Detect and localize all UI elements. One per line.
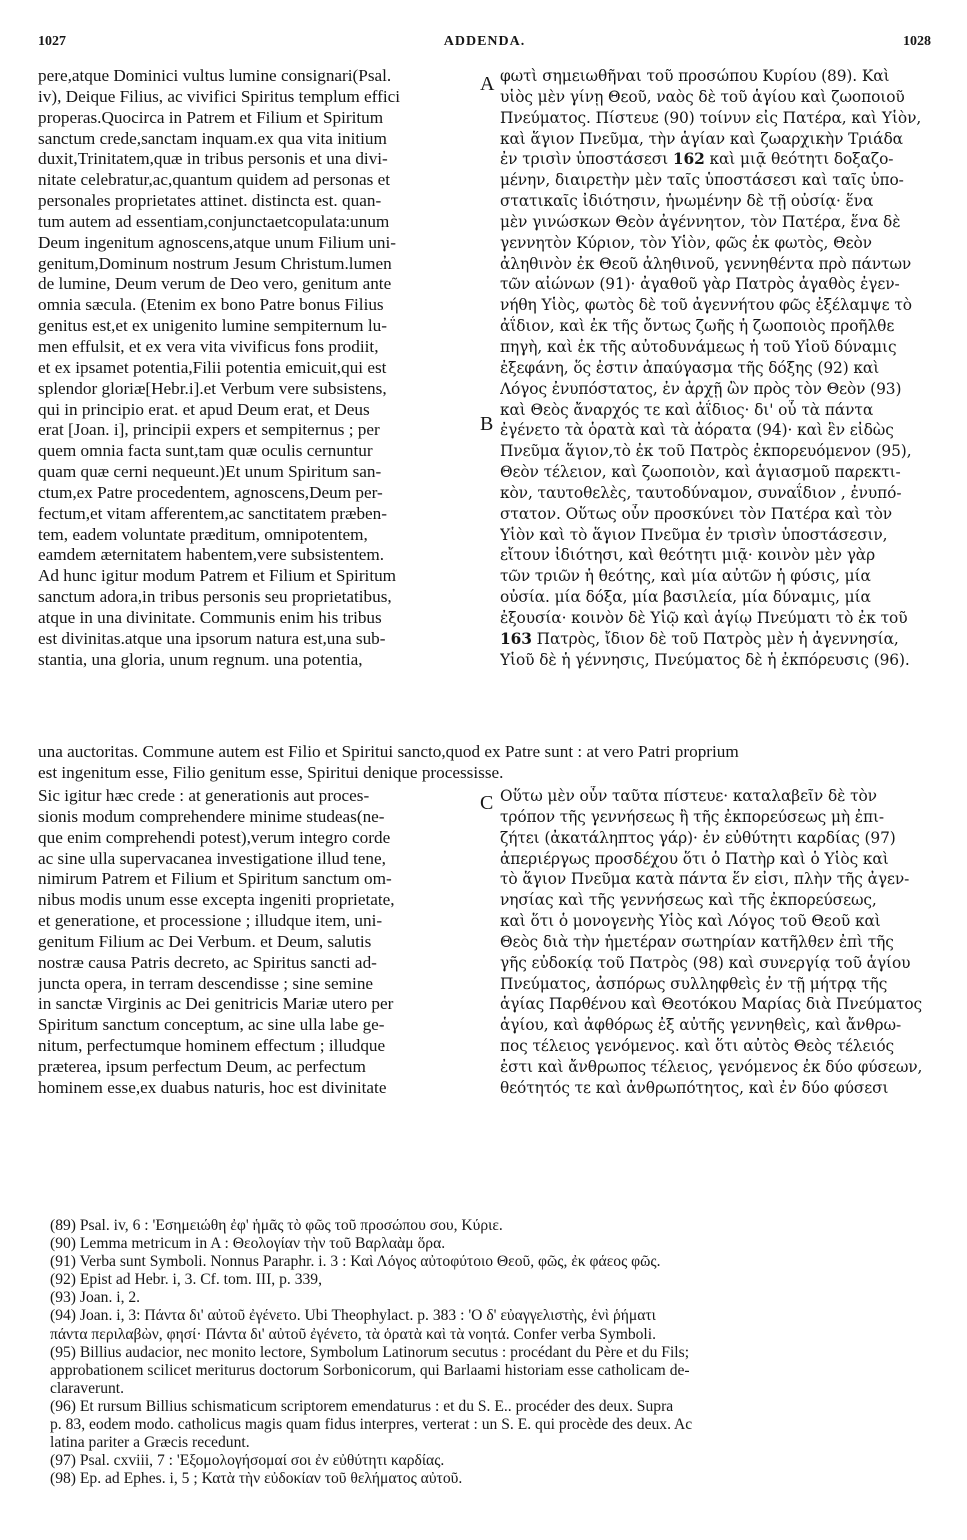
greek-line: στατον. Οὕτως οὖν προσκύνει τὸν Πατέρα καὶ τὸν: [500, 504, 893, 523]
greek-line: ἐγένετο τὰ ὁρατὰ καὶ τὰ ἀόρατα (94)· καὶ ἓν εἰδὼς: [500, 421, 894, 440]
greek-line: ἀΐδιον, καὶ ἐκ τῆς ὄντως ζωῆς ἡ ζωοποιὸς προῆλθε: [500, 317, 895, 336]
latin-line: nibus modis unum esse excepta ingeniti proprietate,: [38, 890, 395, 910]
latin-line: sanctum crede,sanctam inquam.ex qua vita initium: [38, 128, 387, 148]
footnote-line: p. 83, eodem modo. catholicus magis quam fidus interpres, verterat : un S. E. qui procède des deux. Ac: [50, 1416, 693, 1434]
footnote-line: (98) Ep. ad Ephes. i, 5 ; Κατὰ τὴν εὐδοκίαν τοῦ θελήματος αὐτοῦ.: [50, 1470, 463, 1488]
latin-line: sionis modum comprehendere minime studeas(ne-: [38, 806, 385, 826]
greek-line: τρόπον τῆς γεννήσεως ἢ τῆς ἐκπορεύσεως μὴ ἐπι-: [500, 807, 885, 826]
greek-line: 163 Πατρὸς, ἴδιον δὲ τοῦ Πατρὸς μὲν ἡ ἀγεννησία,: [500, 629, 899, 648]
greek-line: Λόγος ἐνυπόστατος, ἐν ἀρχῇ ὢν πρὸς τὸν Θεὸν (93): [500, 379, 902, 398]
footnote-line: latina pariter a Græcis recedunt.: [50, 1434, 250, 1452]
footnote-line: (94) Joan. i, 3: Πάντα δι' αὐτοῦ ἐγένετο. Ubi Theophylact. p. 383 : 'Ο δ' εὐαγγελιστὴς, ἑνὶ ῥήματι: [50, 1307, 656, 1325]
latin-line: nitum, perfectumque hominem effectum ; illudque: [38, 1036, 386, 1056]
latin-line: in sanctæ Virginis ac Dei genitricis Mariæ utero per: [38, 994, 394, 1014]
greek-line: Οὕτω μὲν οὖν ταῦτα πίστευε· καταλαβεῖν δὲ τὸν: [500, 787, 877, 805]
latin-line: et generatione, et processione ; illudque item, uni-: [38, 911, 383, 931]
greek-line: τῶν τριῶν ἡ θεότης, καὶ μία αὐτῶν ἡ φύσις, μία: [500, 567, 871, 586]
latin-line: quam quæ cerni nequeunt.)Et unum Spiritum san-: [38, 462, 382, 482]
text-line: una auctoritas. Commune autem est Filio et Spiritui sancto,quod ex Patre sunt : at vero Patri proprium: [38, 742, 739, 761]
footnote-line: (90) Lemma metricum in A : Θεολογίαν τὴν τοῦ Βαρλαὰμ ὅρα.: [50, 1235, 446, 1253]
footnote-line: (93) Joan. i, 2.: [50, 1289, 141, 1307]
column-marker-a: A: [480, 73, 495, 95]
greek-line: ἁγίου, καὶ ἀφθόρως ἐξ αὐτῆς γεννηθεὶς, καὶ ἄνθρω-: [500, 1016, 902, 1035]
footnote-line: approbationem scilicet meriturus doctorum Sorbonicorum, qui Barlaami historiam esse catholicam de-: [50, 1361, 690, 1379]
greek-line: στατικαῖς ἰδιότησιν, ἡνωμένην δὲ τῇ οὐσίᾳ· ἕνα: [500, 192, 874, 211]
latin-line: iv), Deique Filius, ac vivifici Spiritus templum effici: [38, 86, 400, 106]
latin-line: sanctum adora,in tribus personis seu proprietatibus,: [38, 587, 392, 607]
greek-line: νησίας καὶ τῆς γεννήσεως καὶ τῆς ἐκπορεύσεως,: [500, 891, 877, 910]
greek-line: μὲν γινώσκων Θεὸν ἀγέννητον, τὸν Πατέρα, ἕνα δὲ: [500, 212, 901, 231]
greek-line: ἁγίας Παρθένου καὶ Θεοτόκου Μαρίας διὰ Πνεύματος: [500, 995, 923, 1014]
greek-line: γεννητὸν Κύριον, τὸν Υἱὸν, φῶς ἐκ φωτὸς, Θεὸν: [500, 233, 872, 252]
latin-line: duxit,Trinitatem,quæ in tribus personis et una divi-: [38, 149, 388, 169]
footnote-line: claraverunt.: [50, 1379, 125, 1397]
greek-line: μένην, διαιρετὴν μὲν ταῖς ὑποστάσεσι καὶ ταῖς ὑπο-: [500, 171, 904, 190]
latin-line: quem omnia facta sunt,tam quæ oculis cernuntur: [38, 441, 373, 461]
greek-line: Υἱοῦ δὲ ἡ γέννησις, Πνεύματος δὲ ἡ ἐκπόρευσις (96).: [500, 650, 910, 669]
latin-line: properas.Quocirca in Patrem et Filium et Spiritum: [38, 107, 384, 127]
latin-line: genitum,Dominum nostrum Jesum Christum.lumen: [38, 253, 392, 273]
greek-line: ἀληθινὸν ἐκ Θεοῦ ἀληθινοῦ, γεννηθέντα πρὸ πάντων: [500, 254, 912, 273]
page-header: [38, 34, 931, 56]
latin-line: juncta opera, in terram descendisse ; sine semine: [38, 973, 374, 993]
page-marker-number: 163: [500, 629, 532, 648]
latin-line: Spiritum sanctum conceptum, ac sine ulla labe ge-: [38, 1015, 385, 1035]
greek-line: ἐξουσία· κοινὸν δὲ Υἱῷ καὶ ἁγίῳ Πνεύματι τὸ ἐκ τοῦ: [500, 608, 908, 627]
footnote-line: (95) Billius audacior, nec monito lectore, Symbolum Latinorum secutus : procédant du Père et du Fils;: [50, 1343, 690, 1361]
text-line: est ingenitum esse, Filio genitum esse, Spiritui denique processisse.: [38, 762, 504, 782]
latin-line: omnia sæcula. (Etenim ex bono Patre bonus Filius: [38, 295, 384, 315]
latin-line: qui in principio erat. et apud Deum erat, et Deus: [38, 399, 370, 419]
greek-line: ἀπεριέργως προσδέχου ὅτι ὁ Πατὴρ καὶ ὁ Υἱὸς καὶ: [500, 849, 889, 868]
latin-line: erat [Joan. i], principii expers et sempiternus ; per: [38, 420, 380, 440]
footnote-line: (97) Psal. cxviii, 7 : 'Εξομολογήσομαί σοι ἐν εὐθύτητι καρδίας.: [50, 1452, 445, 1470]
greek-line: καὶ Θεὸς ἄναρχός τε καὶ ἀΐδιος· δι' οὗ τὰ πάντα: [500, 400, 874, 419]
latin-line: Ad hunc igitur modum Patrem et Filium et Spiritum: [38, 566, 397, 586]
greek-line: Πνεύματος, ἀσπόρως συλληφθεὶς ἐν τῇ μήτρᾳ τῆς: [500, 974, 888, 993]
footnote-line: (92) Epist ad Hebr. i, 3. Cf. tom. III, p. 339,: [50, 1271, 322, 1289]
latin-line: atque in una divinitate. Communis enim his tribus: [38, 607, 382, 627]
latin-line: splendor gloriæ[Hebr.i].et Verbum vere subsistens,: [38, 378, 387, 398]
greek-line: ἐν τρισὶν ὑποστάσεσι 162 καὶ μιᾷ θεότητι δοξαζο-: [500, 150, 894, 169]
footnote-line: (89) Psal. iv, 6 : 'Εσημειώθη ἐφ' ἡμᾶς τὸ φῶς τοῦ προσώπου σου, Κύριε.: [50, 1217, 503, 1234]
page-marker-number: 162: [672, 150, 705, 169]
latin-line: de lumine, Deum verum de Deo vero, genitum ante: [38, 274, 392, 294]
greek-line: καὶ ὅτι ὁ μονογενὴς Υἱὸς καὶ Λόγος τοῦ Θεοῦ καὶ: [500, 912, 881, 931]
greek-line: οὐσία. μία δόξα, μία βασιλεία, μία δύναμις, μία: [500, 588, 871, 607]
greek-line: φωτὶ σημειωθῆναι τοῦ προσώπου Κυρίου (89). Καὶ: [500, 67, 890, 85]
footnote-line: (91) Verba sunt Symboli. Nonnus Paraphr. i. 3 : Καὶ Λόγος αὐτοφύτοιο Θεοῦ, φῶς, ἐκ φάεος φῶς.: [50, 1253, 661, 1271]
column-marker-c: C: [480, 792, 494, 814]
greek-line: κὸν, ταυτοθελὲς, ταυτοδύναμον, συναΐδιον , ἐνυπό-: [500, 483, 902, 502]
latin-line: hominem esse,ex duabus naturis, hoc est divinitate: [38, 1077, 387, 1097]
greek-line: πηγὴ, καὶ ἐκ τῆς αὐτοδυνάμεως ἡ τοῦ Υἱοῦ δύναμις: [500, 337, 897, 356]
latin-column-2: [38, 786, 474, 1099]
greek-line: Θεὸς διὰ τὴν ἡμετέραν σωτηρίαν κατῆλθεν ἐπὶ τῆς: [500, 932, 894, 951]
latin-line: nimirum Patrem et Filium et Spiritum sanctum om-: [38, 869, 392, 889]
latin-line: personales proprietates attinet. distincta est. quan-: [38, 191, 382, 211]
latin-line: præterea, ipsum perfectum Deum, ac perfectum: [38, 1056, 366, 1076]
greek-line: τῶν αἰώνων (91)· ἀγαθοῦ γὰρ Πατρὸς ἀγαθὸς ἐγεν-: [500, 275, 900, 294]
latin-line: nostræ causa Patris decreto, ac Spiritus sancti ad-: [38, 952, 377, 972]
greek-line: πος τέλειος γενόμενος. καὶ ὅτι αὐτὸς Θεὸς τέλειός: [500, 1037, 895, 1056]
latin-column-1: [38, 66, 474, 670]
page-number-right: 1028: [903, 34, 931, 49]
greek-column-1: [500, 66, 932, 670]
latin-line: tum autem ad essentiam,conjunctaetcopulata:unum: [38, 211, 390, 231]
latin-line: Deum ingenitum agnoscens,atque unum Filium uni-: [38, 232, 397, 252]
latin-line: nitate celebratur,ac,quantum quidem ad personas et: [38, 170, 390, 190]
greek-column-2: [500, 786, 932, 1099]
latin-line: et ex ipsamet potentia,Filii potentia emicuit,qui est: [38, 357, 387, 377]
latin-line: ctum,ex Patre procedentem, agnoscens,Deum per-: [38, 482, 383, 502]
greek-line: θεότητός τε καὶ ἀνθρωπότητος, καὶ ἐν δύο φύσεσι: [500, 1078, 889, 1097]
latin-line: men effulsit, et ex vera vita vivificus fons prodiit,: [38, 336, 379, 356]
latin-line: Sic igitur hæc crede : at generationis aut proces-: [38, 786, 370, 805]
greek-line: τὸ ἅγιον Πνεῦμα κατὰ πάντα ἕν εἰσι, πλὴν τῆς ἀγεν-: [500, 870, 910, 889]
latin-line: que enim comprehendi potest),verum integro corde: [38, 827, 391, 847]
latin-line: fectum,et vitam afferentem,ac sanctitatem præben-: [38, 503, 388, 523]
page-number-left: 1027: [38, 34, 66, 49]
latin-line: genitus est,et ex unigenito lumine sempiternum lu-: [38, 316, 387, 336]
footnotes: [50, 1217, 930, 1488]
latin-line: eamdem æternitatem habentem,vere subsistentem.: [38, 545, 385, 565]
greek-line: ζήτει (ἀκατάληπτος γάρ)· ἐν εὐθύτητι καρδίας (97): [500, 828, 896, 847]
greek-line: υἱὸς μὲν γίνῃ Θεοῦ, ναὸς δὲ τοῦ ἁγίου καὶ ζωοποιοῦ: [500, 87, 905, 106]
latin-line: ac sine ulla supervacanea investigatione illud tene,: [38, 848, 386, 868]
greek-line: ἐξεφάνη, ὅς ἐστιν ἀπαύγασμα τῆς δόξης (92) καὶ: [500, 358, 880, 377]
greek-line: γῆς εὐδοκίᾳ τοῦ Πατρὸς (98) καὶ συνεργίᾳ τοῦ ἁγίου: [500, 953, 911, 972]
latin-line: pere,atque Dominici vultus lumine consignari(Psal.: [38, 66, 392, 85]
greek-line: Υἱὸν καὶ τὸ ἅγιον Πνεῦμα ἐν τρισὶν ὑποστάσεσιν,: [500, 525, 888, 544]
running-title: ADDENDA.: [443, 34, 526, 49]
latin-line: est divinitas.atque una ipsorum natura est,una sub-: [38, 628, 386, 648]
greek-line: νήθη Υἱὸς, φωτὸς δὲ τοῦ ἀγεννήτου φῶς ἐξέλαμψε τὸ: [500, 296, 912, 315]
greek-line: καὶ ἅγιον Πνεῦμα, τὴν ἁγίαν καὶ ζωαρχικὴν Τριάδα: [500, 129, 903, 148]
greek-line: Πνεῦμα ἅγιον,τὸ ἐκ τοῦ Πατρὸς ἐκπορευόμενον (95),: [500, 442, 912, 461]
fullwidth-text: [38, 742, 931, 784]
footnote-line: πάντα περιλαβὼν, φησί· Πάντα δι' αὐτοῦ ἐγένετο, τὰ ὁρατὰ καὶ τὰ νοητά. Confer verba Symboli.: [50, 1325, 656, 1343]
latin-line: genitum Filium ac Dei Verbum. et Deum, salutis: [38, 931, 372, 951]
latin-line: tem, eadem voluntate præditum, omnipotentem,: [38, 524, 368, 544]
latin-line: stantia, una gloria, unum regnum. una potentia,: [38, 649, 363, 669]
greek-line: εἴτουν ἰδιότησι, καὶ θεότητι μιᾷ· κοινὸν μὲν γὰρ: [500, 546, 876, 565]
greek-line: ἐστι καὶ ἄνθρωπος τέλειος, γενόμενος ἐκ δύο φύσεων,: [500, 1057, 923, 1076]
footnote-line: (96) Et rursum Billius schismaticum scriptorem emendaturus : et du S. E.. procéder des deux. Supra: [50, 1397, 674, 1415]
column-marker-b: B: [480, 413, 494, 435]
greek-line: Θεὸν τέλειον, καὶ ζωοποιὸν, καὶ ἁγιασμοῦ παρεκτι-: [500, 463, 901, 482]
greek-line: Πνεύματος. Πίστευε (90) τοίνυν εἰς Πατέρα, καὶ Υἱὸν,: [500, 108, 922, 127]
